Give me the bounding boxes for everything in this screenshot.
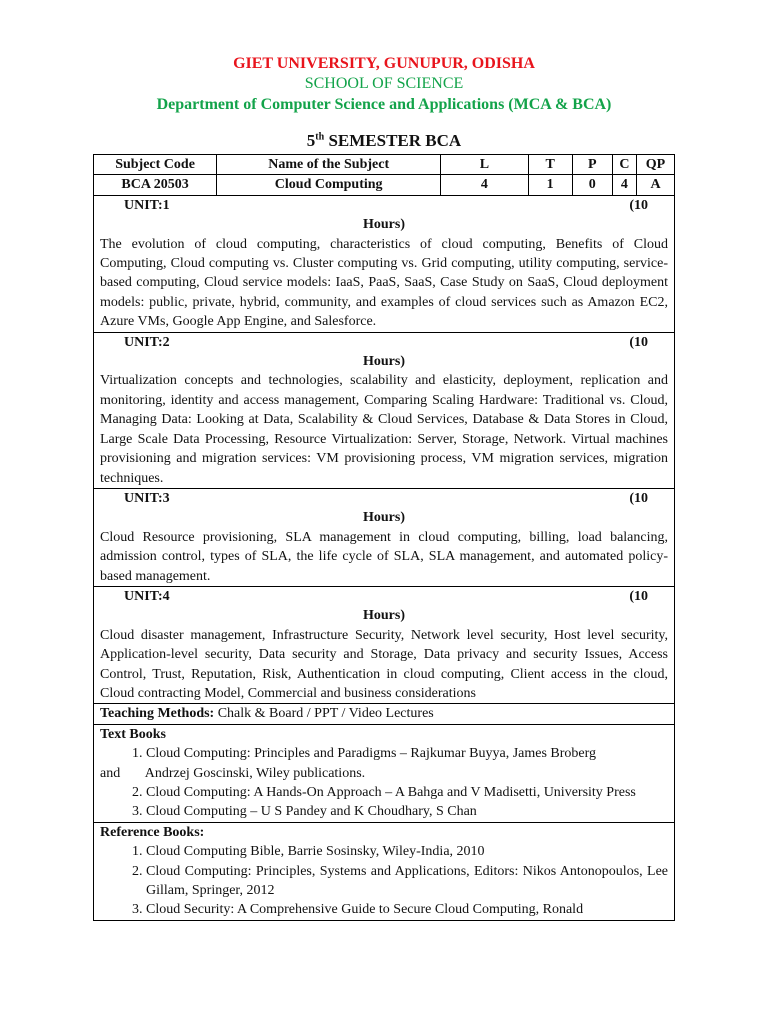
list-item: 3. Cloud Security: A Comprehensive Guide to Secure Cloud Computing, Ronald <box>146 900 668 919</box>
list-item: 2. Cloud Computing: Principles, Systems and Applications, Editors: Nikos Antonopoulos, Lee Gillam, Springer, 2012 <box>146 862 668 901</box>
header-subject-name: Name of the Subject <box>217 155 441 175</box>
header-l: L <box>441 155 528 175</box>
cell-t: 1 <box>528 175 572 195</box>
unit-title: UNIT:4 <box>124 588 170 604</box>
unit-content: Cloud disaster management, Infrastructure Security, Network level security, Host level security, Application-level security, Data security and Storage, Data privacy and security Issues, Access Control, Trust, Reputation, Risk, Authentication in cloud computing, Client access in the cloud, Cloud contracting Model, Commercial and business considerations <box>100 627 668 701</box>
semester-label: SEMESTER BCA <box>328 131 462 150</box>
syllabus-table <box>93 154 675 921</box>
cell-c: 4 <box>612 175 636 195</box>
list-item: 3. Cloud Computing – U S Pandey and K Choudhary, S Chan <box>146 802 668 821</box>
university-name: GIET UNIVERSITY, GUNUPUR, ODISHA <box>233 55 535 72</box>
cell-p: 0 <box>572 175 612 195</box>
unit-3-row <box>94 488 675 586</box>
text-books-row <box>94 724 675 822</box>
table-row <box>94 175 675 195</box>
header-t: T <box>528 155 572 175</box>
unit-hours: Hours) <box>363 608 405 624</box>
list-item: 1. Cloud Computing: Principles and Paradigms – Rajkumar Buyya, James Broberg and Andrzej Goscinski, Wiley publications. <box>146 744 668 783</box>
header-qp: QP <box>637 155 675 175</box>
table-header-row <box>94 155 675 175</box>
header-p: P <box>572 155 612 175</box>
reference-books-row <box>94 822 675 920</box>
unit-hours-open: (10 <box>629 197 648 213</box>
unit-hours-open: (10 <box>629 490 648 506</box>
teaching-methods-value: Chalk & Board / PPT / Video Lectures <box>214 706 434 722</box>
unit-content: Cloud Resource provisioning, SLA management in cloud computing, billing, load balancing, admission control, types of SLA, the life cycle of SLA, SLA management, and automated policy-based management. <box>100 529 668 584</box>
semester-title <box>0 131 768 151</box>
header-subject-code: Subject Code <box>94 155 217 175</box>
reference-books-list <box>100 842 668 920</box>
cell-subject-name: Cloud Computing <box>217 175 441 195</box>
unit-2-row <box>94 332 675 488</box>
semester-number: 5 <box>306 131 316 150</box>
unit-hours: Hours) <box>363 217 405 233</box>
unit-title: UNIT:1 <box>124 197 170 213</box>
text-books-list <box>100 744 668 822</box>
list-item: 1. Cloud Computing Bible, Barrie Sosinsky, Wiley-India, 2010 <box>146 842 668 861</box>
unit-heading <box>100 587 668 606</box>
cell-subject-code: BCA 20503 <box>94 175 217 195</box>
unit-title: UNIT:2 <box>124 334 170 350</box>
unit-heading <box>100 196 668 215</box>
unit-hours-open: (10 <box>629 334 648 350</box>
cell-qp: A <box>637 175 675 195</box>
unit-1-row <box>94 195 675 332</box>
unit-4-row <box>94 586 675 703</box>
unit-hours: Hours) <box>363 354 405 370</box>
unit-title: UNIT:3 <box>124 490 170 506</box>
unit-heading <box>100 489 668 508</box>
unit-hours-open: (10 <box>629 588 648 604</box>
unit-hours: Hours) <box>363 510 405 526</box>
unit-content: Virtualization concepts and technologies, scalability and elasticity, deployment, replication and monitoring, identity and access management, Comparing Scaling Hardware: Traditional vs. Cloud, Managing Data: Looking at Data, Scalability & Cloud Services, Database & Data Stores in Cloud, Large Scale Data Processing, Resource Virtualization: Server, Storage, Network. Virtual machines provisioning and migration services: VM provisioning process, VM migration services, migration techniques. <box>100 373 668 486</box>
school-name: SCHOOL OF SCIENCE <box>304 75 464 92</box>
teaching-methods-row <box>94 704 675 724</box>
text-books-title: Text Books <box>100 726 167 742</box>
teaching-methods-label: Teaching Methods: <box>100 706 215 722</box>
unit-heading <box>100 333 668 352</box>
reference-books-title: Reference Books: <box>100 824 205 840</box>
unit-content: The evolution of cloud computing, characteristics of cloud computing, Benefits of Cloud Computing, Cloud computing vs. Cluster computing vs. Grid computing, utility computing, service-based computing, Cloud service models: IaaS, PaaS, SaaS, Case Study on SaaS, Cloud deployment models: public, private, hybrid, community, and examples of cloud services such as Amazon EC2, Azure VMs, Google App Engine, and Salesforce. <box>100 236 668 330</box>
document-header <box>0 54 768 116</box>
list-item: 2. Cloud Computing: A Hands-On Approach – A Bahga and V Madisetti, University Press <box>146 783 668 802</box>
semester-suffix: th <box>315 131 325 143</box>
cell-l: 4 <box>441 175 528 195</box>
department-name: Department of Computer Science and Applications (MCA & BCA) <box>156 96 612 113</box>
header-c: C <box>612 155 636 175</box>
